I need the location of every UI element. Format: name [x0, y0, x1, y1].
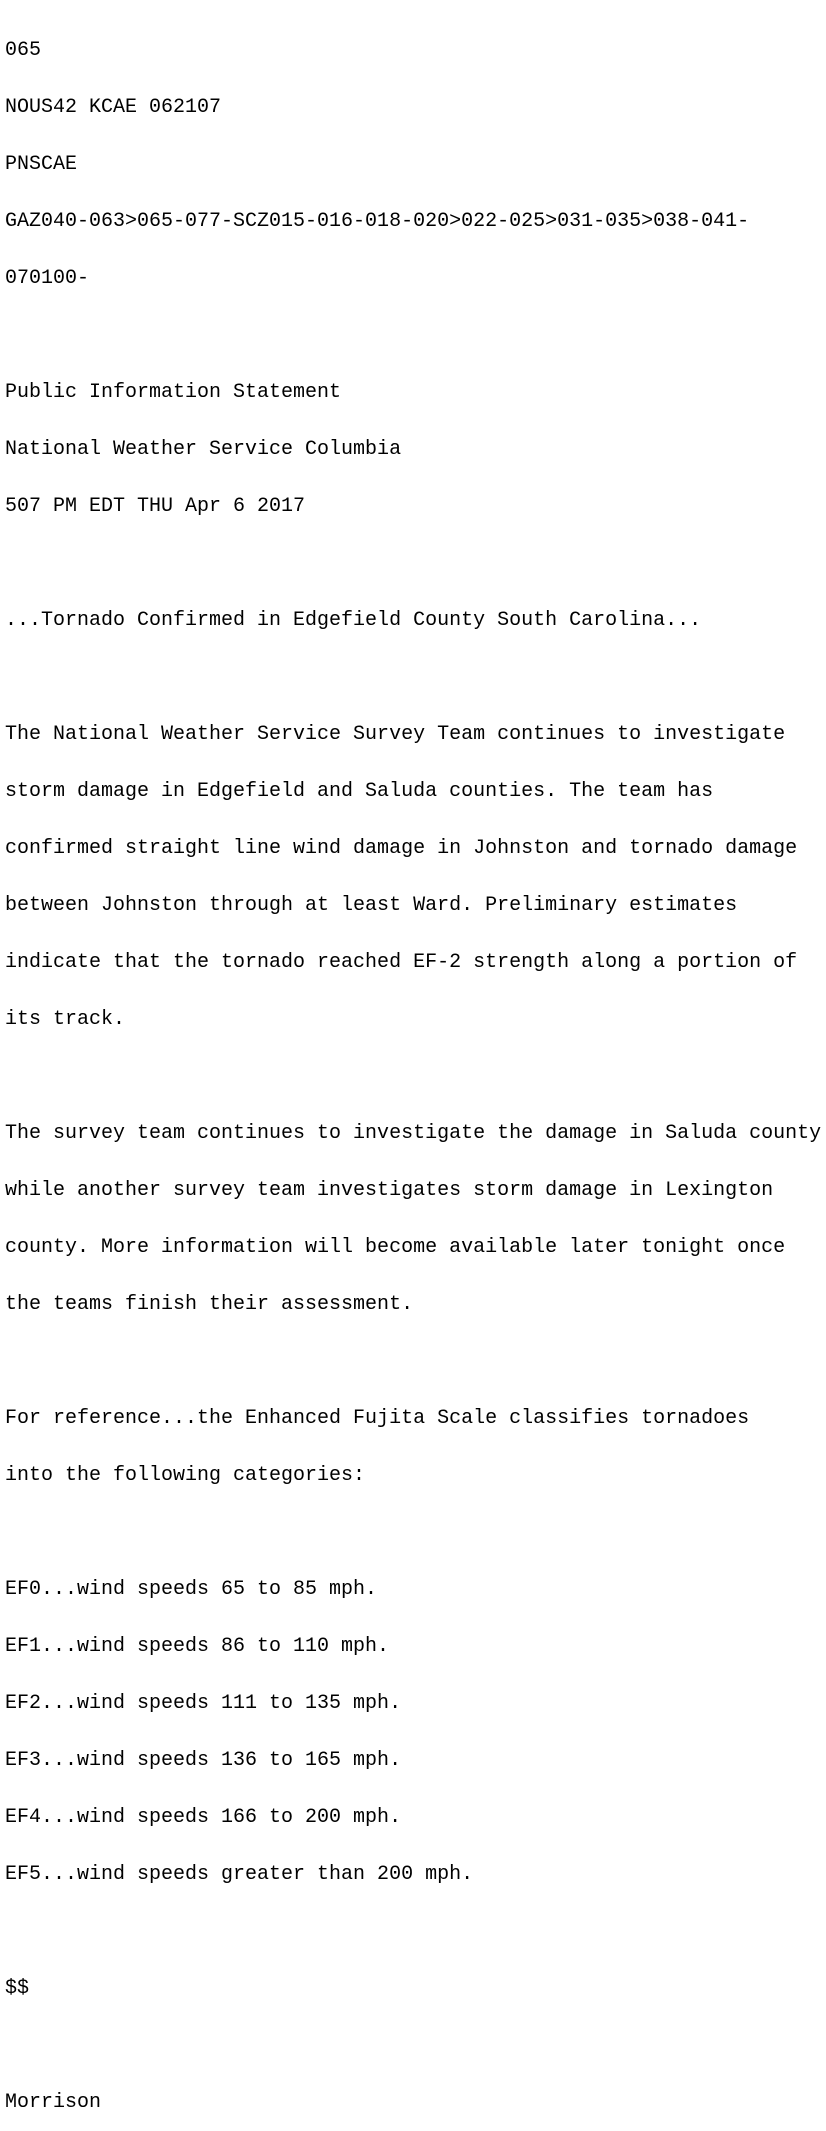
blank-line [5, 1067, 821, 1086]
ugc-codes-line: GAZ040-063>065-077-SCZ015-016-018-020>022-025>031-035>038-041- [5, 210, 750, 233]
public-information-statement [5, 3, 821, 2131]
blank-line [5, 554, 821, 573]
paragraph-1-line: storm damage in Edgefield and Saluda counties. The team has [5, 780, 714, 803]
paragraph-2-line: county. More information will become available later tonight once [5, 1236, 786, 1259]
statement-type: Public Information Statement [5, 381, 342, 404]
ef-scale-item: EF5...wind speeds greater than 200 mph. [5, 1863, 474, 1886]
headline: ...Tornado Confirmed in Edgefield County South Carolina... [5, 609, 702, 632]
blank-line [5, 1523, 821, 1542]
paragraph-3-line: into the following categories: [5, 1464, 366, 1487]
paragraph-1-line: its track. [5, 1008, 126, 1031]
paragraph-1-line: The National Weather Service Survey Team continues to investigate [5, 723, 786, 746]
issuing-office: National Weather Service Columbia [5, 438, 402, 461]
paragraph-1-line: between Johnston through at least Ward. Preliminary estimates [5, 894, 738, 917]
paragraph-2-line: The survey team continues to investigate the damage in Saluda county [5, 1122, 822, 1145]
paragraph-2-line: while another survey team investigates storm damage in Lexington [5, 1179, 774, 1202]
paragraph-3-line: For reference...the Enhanced Fujita Scale classifies tornadoes [5, 1407, 750, 1430]
product-number: 065 [5, 39, 42, 62]
ugc-expiration-line: 070100- [5, 267, 90, 290]
issue-time: 507 PM EDT THU Apr 6 2017 [5, 495, 306, 518]
ef-scale-item: EF0...wind speeds 65 to 85 mph. [5, 1578, 378, 1601]
blank-line [5, 1922, 821, 1941]
ef-scale-item: EF3...wind speeds 136 to 165 mph. [5, 1749, 402, 1772]
blank-line [5, 668, 821, 687]
blank-line [5, 1352, 821, 1371]
wmo-header: NOUS42 KCAE 062107 [5, 96, 222, 119]
awips-id: PNSCAE [5, 153, 78, 176]
end-marker: $$ [5, 1977, 30, 2000]
paragraph-2-line: the teams finish their assessment. [5, 1293, 414, 1316]
paragraph-1-line: indicate that the tornado reached EF-2 strength along a portion of [5, 951, 798, 974]
signature: Morrison [5, 2091, 102, 2114]
blank-line [5, 2036, 821, 2055]
blank-line [5, 326, 821, 345]
ef-scale-item: EF1...wind speeds 86 to 110 mph. [5, 1635, 390, 1658]
ef-scale-item: EF4...wind speeds 166 to 200 mph. [5, 1806, 402, 1829]
ef-scale-item: EF2...wind speeds 111 to 135 mph. [5, 1692, 402, 1715]
paragraph-1-line: confirmed straight line wind damage in Johnston and tornado damage [5, 837, 798, 860]
